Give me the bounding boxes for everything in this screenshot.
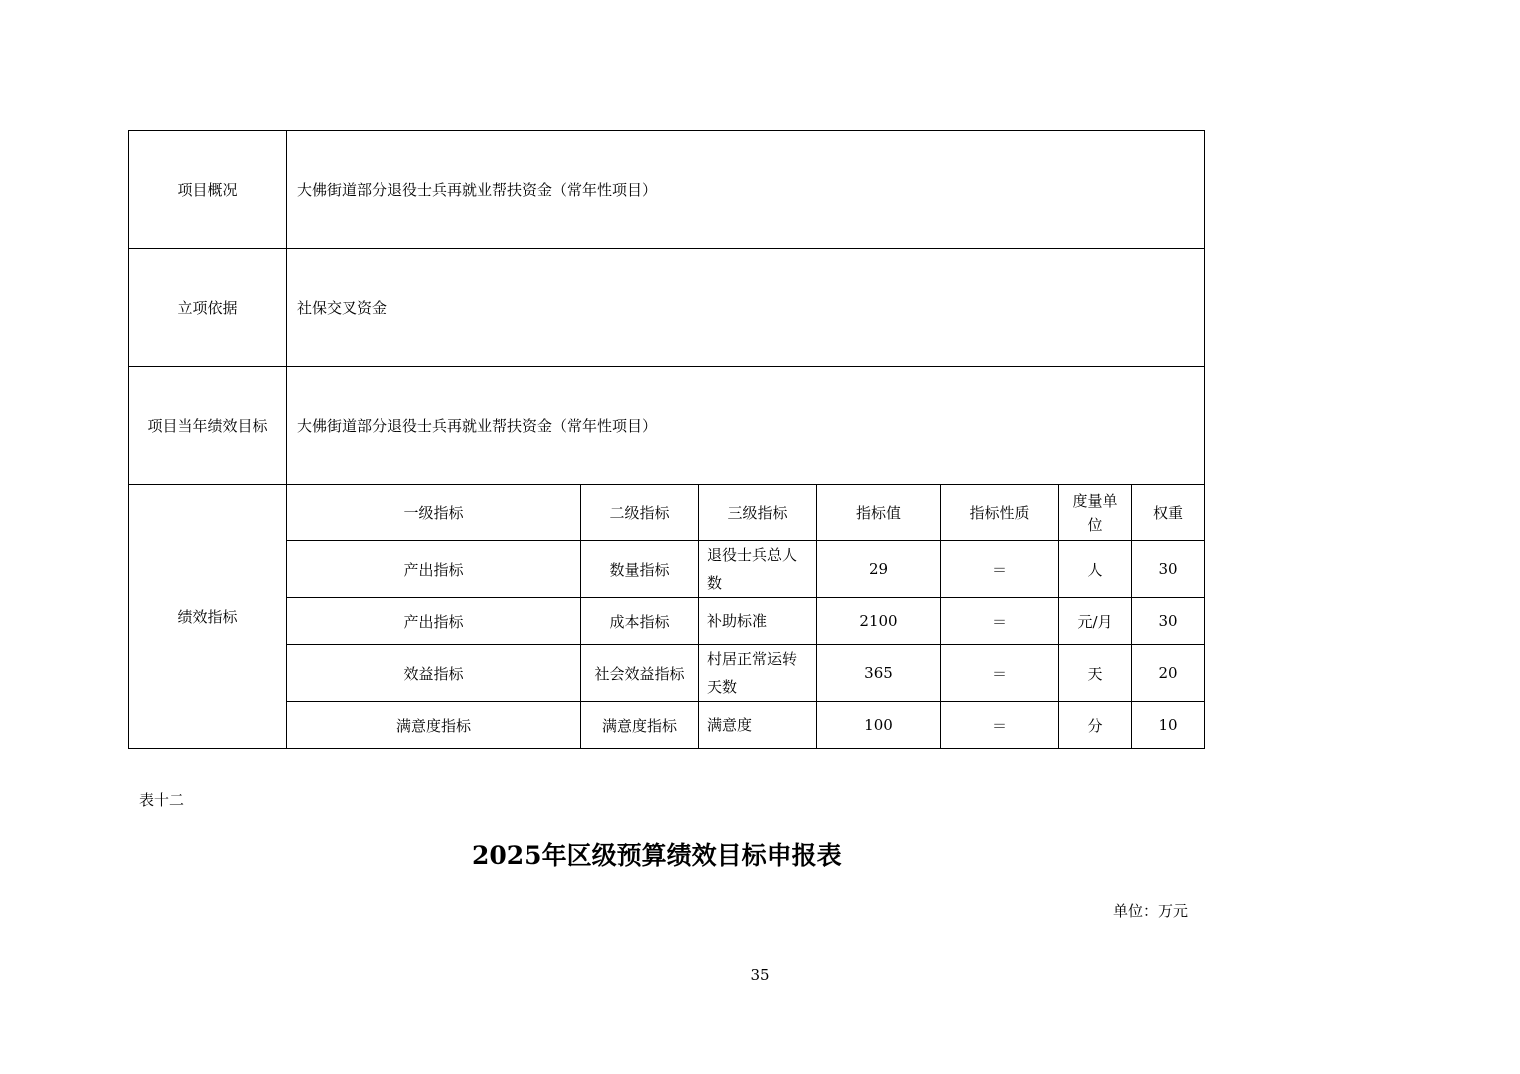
overview-value: 大佛街道部分退役士兵再就业帮扶资金（常年性项目）: [287, 131, 1205, 249]
table-row: [129, 645, 1205, 702]
table-row: [129, 541, 1205, 598]
basis-label: 立项依据: [129, 249, 287, 367]
table-row: [129, 702, 1205, 749]
page-number: 35: [750, 966, 770, 984]
goal-value: 大佛街道部分退役士兵再就业帮扶资金（常年性项目）: [287, 367, 1205, 485]
cell-level1: 产出指标: [287, 541, 581, 598]
cell-weight: 30: [1132, 598, 1205, 645]
cell-level3: 补助标准: [699, 598, 817, 645]
page-title: 2025年区级预算绩效目标申报表: [472, 841, 842, 870]
overview-label: 项目概况: [129, 131, 287, 249]
cell-weight: 10: [1132, 702, 1205, 749]
cell-nature: ＝: [941, 645, 1059, 702]
cell-value: 29: [817, 541, 941, 598]
table-caption: 表十二: [139, 791, 185, 809]
indicators-label: 绩效指标: [129, 485, 287, 749]
cell-unit: 元/月: [1059, 598, 1132, 645]
header-level1: 一级指标: [287, 485, 581, 541]
cell-weight: 30: [1132, 541, 1205, 598]
cell-nature: ＝: [941, 702, 1059, 749]
cell-weight: 20: [1132, 645, 1205, 702]
cell-value: 100: [817, 702, 941, 749]
cell-level2: 成本指标: [581, 598, 699, 645]
cell-unit: 天: [1059, 645, 1132, 702]
cell-level2: 数量指标: [581, 541, 699, 598]
cell-unit: 分: [1059, 702, 1132, 749]
table-row: [129, 598, 1205, 645]
header-weight: 权重: [1132, 485, 1205, 541]
header-unit: 度量单位: [1059, 485, 1132, 541]
indicator-header-row: [129, 485, 1205, 541]
cell-value: 365: [817, 645, 941, 702]
cell-level1: 产出指标: [287, 598, 581, 645]
basis-row: [129, 249, 1205, 367]
cell-level3: 满意度: [699, 702, 817, 749]
cell-value: 2100: [817, 598, 941, 645]
cell-unit: 人: [1059, 541, 1132, 598]
cell-level2: 社会效益指标: [581, 645, 699, 702]
header-level2: 二级指标: [581, 485, 699, 541]
cell-level3: 退役士兵总人数: [699, 541, 817, 598]
cell-nature: ＝: [941, 541, 1059, 598]
overview-row: [129, 131, 1205, 249]
cell-level3: 村居正常运转天数: [699, 645, 817, 702]
goal-row: [129, 367, 1205, 485]
performance-target-table: [128, 130, 1205, 749]
goal-label: 项目当年绩效目标: [129, 367, 287, 485]
basis-value: 社保交叉资金: [287, 249, 1205, 367]
header-value: 指标值: [817, 485, 941, 541]
unit-label: 单位：万元: [1113, 902, 1189, 920]
header-nature: 指标性质: [941, 485, 1059, 541]
header-level3: 三级指标: [699, 485, 817, 541]
cell-level1: 效益指标: [287, 645, 581, 702]
cell-level2: 满意度指标: [581, 702, 699, 749]
cell-level1: 满意度指标: [287, 702, 581, 749]
cell-nature: ＝: [941, 598, 1059, 645]
